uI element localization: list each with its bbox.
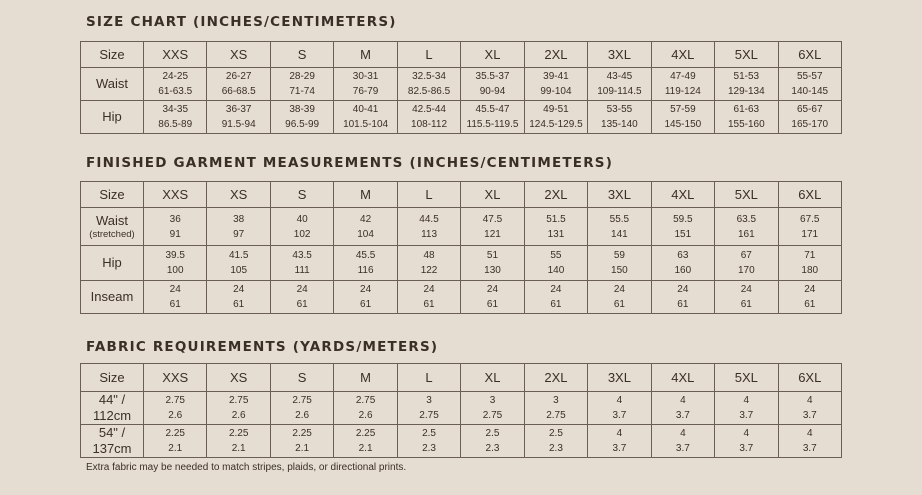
metric-value: 170 bbox=[737, 265, 755, 276]
imperial-value: 2.25 bbox=[165, 428, 185, 439]
value-cell bbox=[461, 208, 524, 246]
value-cell bbox=[144, 101, 207, 134]
metric-value: 61 bbox=[296, 299, 308, 310]
metric-value: 76-79 bbox=[352, 86, 379, 97]
imperial-value: 2.25 bbox=[292, 428, 312, 439]
size-header-xxs: XXS bbox=[144, 364, 207, 392]
value-cell bbox=[144, 392, 207, 425]
metric-value: 150 bbox=[611, 265, 628, 276]
value-cell bbox=[270, 392, 333, 425]
metric-value: 122 bbox=[420, 265, 438, 276]
metric-value: 102 bbox=[293, 228, 311, 240]
metric-value: 116 bbox=[357, 265, 374, 276]
metric-value: 121 bbox=[484, 228, 501, 240]
imperial-value: 2.5 bbox=[485, 428, 500, 439]
value-cell bbox=[397, 425, 460, 458]
metric-value: 3.7 bbox=[739, 410, 754, 421]
imperial-value: 2.25 bbox=[355, 428, 376, 439]
metric-value: 140 bbox=[547, 265, 565, 276]
value-cell bbox=[524, 68, 587, 101]
value-cell bbox=[144, 68, 207, 101]
size-header-4xl: 4XL bbox=[651, 182, 714, 208]
metric-value: 2.3 bbox=[548, 443, 563, 454]
value-cell bbox=[334, 425, 397, 458]
value-cell bbox=[524, 101, 587, 134]
value-cell bbox=[524, 392, 587, 425]
imperial-value: 59.5 bbox=[673, 213, 693, 225]
imperial-value: 30-31 bbox=[352, 71, 379, 82]
metric-value: 105 bbox=[230, 265, 248, 276]
size-header-l: L bbox=[397, 364, 460, 392]
value-cell bbox=[588, 101, 651, 134]
value-cell bbox=[588, 281, 651, 314]
value-cell bbox=[270, 281, 333, 314]
table-row bbox=[81, 425, 842, 458]
imperial-value: 24 bbox=[550, 284, 562, 295]
imperial-value: 53-55 bbox=[606, 104, 633, 115]
imperial-value: 55 bbox=[550, 250, 562, 261]
header-row bbox=[81, 182, 842, 208]
imperial-value: 24 bbox=[169, 284, 181, 295]
value-cell bbox=[397, 68, 460, 101]
metric-value: 61 bbox=[740, 299, 752, 310]
size-header-xl: XL bbox=[461, 364, 524, 392]
metric-value: 145-150 bbox=[664, 119, 702, 130]
value-cell bbox=[397, 208, 460, 246]
imperial-value: 24-25 bbox=[162, 71, 189, 82]
metric-value: 2.75 bbox=[419, 410, 439, 421]
value-cell bbox=[144, 281, 207, 314]
table-row bbox=[81, 281, 842, 314]
imperial-value: 3 bbox=[426, 395, 432, 406]
imperial-value: 34-35 bbox=[162, 104, 189, 115]
metric-value: 2.6 bbox=[231, 410, 246, 421]
imperial-value: 41.5 bbox=[228, 250, 249, 261]
size-header-6xl: 6XL bbox=[778, 364, 841, 392]
size-header-6xl: 6XL bbox=[778, 182, 841, 208]
value-cell bbox=[651, 425, 714, 458]
value-cell bbox=[461, 246, 524, 281]
header-row bbox=[81, 364, 842, 392]
metric-value: 140-145 bbox=[791, 86, 829, 97]
metric-value: 97 bbox=[233, 228, 245, 240]
metric-value: 129-134 bbox=[727, 86, 765, 97]
metric-value: 61 bbox=[423, 299, 435, 310]
row-label bbox=[81, 101, 144, 134]
size-header-5xl: 5XL bbox=[715, 182, 778, 208]
size-header-xxs: XXS bbox=[144, 42, 207, 68]
value-cell bbox=[207, 101, 270, 134]
metric-value: 61 bbox=[613, 299, 625, 310]
size-header-label: Size bbox=[81, 182, 144, 208]
imperial-value: 43.5 bbox=[292, 250, 312, 261]
metric-value: 165-170 bbox=[791, 119, 829, 130]
imperial-value: 3 bbox=[489, 395, 496, 406]
imperial-value: 55.5 bbox=[609, 213, 630, 225]
imperial-value: 4 bbox=[616, 428, 623, 439]
metric-value: 160 bbox=[674, 265, 692, 276]
size-header-l: L bbox=[397, 182, 460, 208]
value-cell bbox=[397, 246, 460, 281]
metric-value: 101.5-104 bbox=[343, 119, 389, 130]
value-cell bbox=[651, 68, 714, 101]
size-header-5xl: 5XL bbox=[715, 364, 778, 392]
metric-value: 2.3 bbox=[485, 443, 500, 454]
imperial-value: 48 bbox=[423, 250, 435, 261]
metric-value: 90-94 bbox=[479, 86, 506, 97]
header-row bbox=[81, 42, 842, 68]
value-cell bbox=[207, 208, 270, 246]
metric-value: 99-104 bbox=[540, 86, 572, 97]
value-cell bbox=[715, 101, 778, 134]
value-cell bbox=[207, 68, 270, 101]
metric-value: 119-124 bbox=[664, 86, 701, 97]
value-cell bbox=[270, 68, 333, 101]
value-cell bbox=[715, 208, 778, 246]
value-cell bbox=[334, 208, 397, 246]
imperial-value: 2.5 bbox=[548, 428, 563, 439]
metric-value: 86.5-89 bbox=[158, 119, 193, 130]
imperial-value: 39-41 bbox=[543, 71, 569, 82]
metric-value: 61 bbox=[486, 299, 499, 310]
size-header-5xl: 5XL bbox=[715, 42, 778, 68]
value-cell bbox=[461, 425, 524, 458]
imperial-value: 2.75 bbox=[292, 395, 312, 406]
size-header-xs: XS bbox=[207, 182, 270, 208]
value-cell bbox=[461, 392, 524, 425]
value-cell bbox=[651, 208, 714, 246]
value-cell bbox=[588, 392, 651, 425]
size-header-3xl: 3XL bbox=[588, 182, 651, 208]
imperial-value: 24 bbox=[613, 284, 625, 295]
imperial-value: 51-53 bbox=[733, 71, 760, 82]
metric-value: 3.7 bbox=[739, 443, 754, 454]
value-cell bbox=[397, 281, 460, 314]
metric-value: 91.5-94 bbox=[221, 119, 256, 130]
value-cell bbox=[588, 68, 651, 101]
value-cell bbox=[397, 101, 460, 134]
size-header-2xl: 2XL bbox=[524, 42, 587, 68]
value-cell bbox=[524, 281, 587, 314]
imperial-value: 61-63 bbox=[733, 104, 760, 115]
metric-value: 3.7 bbox=[802, 443, 817, 454]
value-cell bbox=[588, 208, 651, 246]
size-chart-table bbox=[80, 41, 842, 134]
value-cell bbox=[778, 392, 841, 425]
value-cell bbox=[715, 392, 778, 425]
value-cell bbox=[207, 246, 270, 281]
value-cell bbox=[270, 246, 333, 281]
row-label-text: Waist bbox=[95, 212, 129, 228]
metric-value: 135-140 bbox=[601, 119, 638, 130]
size-header-l: L bbox=[397, 42, 460, 68]
metric-value: 108-112 bbox=[411, 119, 448, 130]
imperial-value: 63 bbox=[677, 250, 689, 261]
metric-value: 3.7 bbox=[802, 410, 817, 421]
row-label-text: Hip bbox=[102, 255, 122, 270]
value-cell bbox=[270, 208, 333, 246]
imperial-value: 47-49 bbox=[670, 71, 696, 82]
imperial-value: 2.5 bbox=[422, 428, 436, 439]
metric-value: 115.5-119.5 bbox=[466, 119, 519, 130]
size-header-xl: XL bbox=[461, 42, 524, 68]
imperial-value: 36 bbox=[169, 213, 181, 225]
imperial-value: 24 bbox=[804, 284, 816, 295]
imperial-value: 38 bbox=[233, 213, 245, 225]
imperial-value: 43-45 bbox=[606, 71, 633, 82]
row-label-text: 54" / 137cm bbox=[92, 425, 132, 456]
imperial-value: 51 bbox=[486, 250, 499, 261]
row-sublabel: (stretched) bbox=[89, 228, 135, 240]
table-row bbox=[81, 392, 842, 425]
metric-value: 3.7 bbox=[675, 410, 690, 421]
imperial-value: 42.5-44 bbox=[412, 104, 446, 115]
metric-value: 130 bbox=[484, 265, 501, 276]
metric-value: 155-160 bbox=[727, 119, 765, 130]
imperial-value: 67 bbox=[740, 250, 752, 261]
size-header-2xl: 2XL bbox=[524, 182, 587, 208]
value-cell bbox=[715, 425, 778, 458]
metric-value: 104 bbox=[357, 228, 374, 240]
value-cell bbox=[270, 425, 333, 458]
metric-value: 61 bbox=[550, 299, 562, 310]
metric-value: 61-63.5 bbox=[158, 86, 193, 97]
imperial-value: 4 bbox=[806, 395, 813, 406]
value-cell bbox=[651, 392, 714, 425]
imperial-value: 24 bbox=[360, 284, 372, 295]
value-cell bbox=[651, 101, 714, 134]
imperial-value: 57-59 bbox=[670, 104, 696, 115]
imperial-value: 28-29 bbox=[289, 71, 315, 82]
imperial-value: 4 bbox=[806, 428, 813, 439]
imperial-value: 4 bbox=[680, 395, 686, 406]
value-cell bbox=[397, 392, 460, 425]
imperial-value: 35.5-37 bbox=[475, 71, 510, 82]
imperial-value: 24 bbox=[296, 284, 308, 295]
size-header-s: S bbox=[270, 42, 333, 68]
imperial-value: 44.5 bbox=[419, 213, 439, 225]
metric-value: 141 bbox=[611, 228, 628, 240]
imperial-value: 40 bbox=[296, 213, 308, 225]
metric-value: 111 bbox=[294, 265, 310, 276]
metric-value: 2.6 bbox=[295, 410, 310, 421]
metric-value: 82.5-86.5 bbox=[407, 86, 451, 97]
value-cell bbox=[588, 425, 651, 458]
imperial-value: 3 bbox=[553, 395, 559, 406]
metric-value: 61 bbox=[677, 299, 689, 310]
footnote: Extra fabric may be needed to match stripes, plaids, or directional prints. bbox=[86, 462, 407, 473]
size-header-2xl: 2XL bbox=[524, 364, 587, 392]
imperial-value: 32.5-34 bbox=[412, 71, 446, 82]
size-header-s: S bbox=[270, 182, 333, 208]
metric-value: 2.6 bbox=[168, 410, 183, 421]
value-cell bbox=[778, 281, 841, 314]
imperial-value: 24 bbox=[233, 284, 245, 295]
imperial-value: 2.75 bbox=[355, 395, 376, 406]
metric-value: 91 bbox=[169, 228, 181, 240]
size-header-4xl: 4XL bbox=[651, 364, 714, 392]
imperial-value: 63.5 bbox=[736, 213, 757, 225]
size-header-m: M bbox=[334, 182, 397, 208]
row-label bbox=[81, 68, 144, 101]
row-label bbox=[81, 246, 144, 281]
row-label bbox=[81, 425, 144, 458]
metric-value: 61 bbox=[233, 299, 245, 310]
metric-value: 151 bbox=[674, 228, 692, 240]
size-header-3xl: 3XL bbox=[588, 364, 651, 392]
value-cell bbox=[778, 425, 841, 458]
imperial-value: 24 bbox=[740, 284, 752, 295]
metric-value: 100 bbox=[166, 265, 184, 276]
value-cell bbox=[461, 101, 524, 134]
value-cell bbox=[144, 246, 207, 281]
row-label-text: Waist bbox=[95, 76, 129, 91]
value-cell bbox=[651, 246, 714, 281]
metric-value: 109-114.5 bbox=[597, 86, 642, 97]
imperial-value: 40-41 bbox=[352, 104, 379, 115]
table-row bbox=[81, 101, 842, 134]
value-cell bbox=[334, 281, 397, 314]
value-cell bbox=[778, 101, 841, 134]
value-cell bbox=[524, 208, 587, 246]
value-cell bbox=[144, 208, 207, 246]
imperial-value: 2.75 bbox=[228, 395, 249, 406]
table-row bbox=[81, 208, 842, 246]
metric-value: 2.6 bbox=[358, 410, 373, 421]
imperial-value: 65-67 bbox=[796, 104, 823, 115]
imperial-value: 71 bbox=[804, 250, 816, 261]
row-label-text: 44" / 112cm bbox=[92, 392, 132, 423]
metric-value: 2.75 bbox=[482, 410, 503, 421]
size-header-6xl: 6XL bbox=[778, 42, 841, 68]
imperial-value: 24 bbox=[486, 284, 499, 295]
metric-value: 2.1 bbox=[231, 443, 246, 454]
imperial-value: 55-57 bbox=[796, 71, 823, 82]
metric-value: 161 bbox=[737, 228, 755, 240]
imperial-value: 45.5 bbox=[355, 250, 376, 261]
size-header-4xl: 4XL bbox=[651, 42, 714, 68]
value-cell bbox=[715, 246, 778, 281]
value-cell bbox=[715, 68, 778, 101]
imperial-value: 24 bbox=[423, 284, 435, 295]
metric-value: 96.5-99 bbox=[285, 119, 320, 130]
imperial-value: 4 bbox=[743, 428, 750, 439]
imperial-value: 4 bbox=[680, 428, 686, 439]
size-header-m: M bbox=[334, 42, 397, 68]
value-cell bbox=[207, 281, 270, 314]
metric-value: 66-68.5 bbox=[221, 86, 256, 97]
metric-value: 2.75 bbox=[546, 410, 566, 421]
metric-value: 2.1 bbox=[358, 443, 373, 454]
finished-garment-title: FINISHED GARMENT MEASUREMENTS (INCHES/CENTIMETERS) bbox=[86, 155, 614, 171]
imperial-value: 45.5-47 bbox=[475, 104, 510, 115]
metric-value: 61 bbox=[804, 299, 816, 310]
row-label-text: Hip bbox=[102, 109, 122, 124]
size-header-xs: XS bbox=[207, 364, 270, 392]
value-cell bbox=[461, 68, 524, 101]
imperial-value: 39.5 bbox=[165, 250, 185, 261]
metric-value: 61 bbox=[360, 299, 372, 310]
value-cell bbox=[270, 101, 333, 134]
size-chart-title: SIZE CHART (INCHES/CENTIMETERS) bbox=[86, 14, 397, 30]
metric-value: 3.7 bbox=[675, 443, 690, 454]
table-row bbox=[81, 246, 842, 281]
row-label bbox=[81, 281, 144, 314]
metric-value: 61 bbox=[169, 299, 181, 310]
metric-value: 113 bbox=[421, 228, 438, 240]
size-header-s: S bbox=[270, 364, 333, 392]
value-cell bbox=[778, 246, 841, 281]
size-header-label: Size bbox=[81, 364, 144, 392]
value-cell bbox=[524, 246, 587, 281]
size-header-xs: XS bbox=[207, 42, 270, 68]
row-label bbox=[81, 392, 144, 425]
value-cell bbox=[334, 246, 397, 281]
metric-value: 71-74 bbox=[289, 86, 315, 97]
value-cell bbox=[207, 425, 270, 458]
imperial-value: 59 bbox=[613, 250, 625, 261]
value-cell bbox=[715, 281, 778, 314]
imperial-value: 67.5 bbox=[800, 213, 820, 225]
metric-value: 3.7 bbox=[612, 410, 627, 421]
value-cell bbox=[524, 425, 587, 458]
value-cell bbox=[651, 281, 714, 314]
value-cell bbox=[144, 425, 207, 458]
value-cell bbox=[334, 101, 397, 134]
value-cell bbox=[334, 392, 397, 425]
metric-value: 2.3 bbox=[422, 443, 436, 454]
metric-value: 131 bbox=[547, 228, 565, 240]
imperial-value: 26-27 bbox=[225, 71, 252, 82]
fabric-requirements-table bbox=[80, 363, 842, 458]
imperial-value: 51.5 bbox=[546, 213, 566, 225]
metric-value: 171 bbox=[801, 228, 819, 240]
imperial-value: 36-37 bbox=[225, 104, 252, 115]
size-header-xl: XL bbox=[461, 182, 524, 208]
size-header-3xl: 3XL bbox=[588, 42, 651, 68]
value-cell bbox=[778, 68, 841, 101]
row-label-text: Inseam bbox=[90, 289, 134, 304]
metric-value: 3.7 bbox=[612, 443, 627, 454]
size-header-m: M bbox=[334, 364, 397, 392]
value-cell bbox=[461, 281, 524, 314]
metric-value: 2.1 bbox=[295, 443, 310, 454]
metric-value: 124.5-129.5 bbox=[529, 119, 583, 130]
imperial-value: 38-39 bbox=[289, 104, 315, 115]
value-cell bbox=[207, 392, 270, 425]
metric-value: 2.1 bbox=[168, 443, 183, 454]
row-label bbox=[81, 208, 144, 246]
imperial-value: 2.75 bbox=[165, 395, 185, 406]
imperial-value: 4 bbox=[743, 395, 750, 406]
imperial-value: 4 bbox=[616, 395, 623, 406]
fabric-requirements-title: FABRIC REQUIREMENTS (YARDS/METERS) bbox=[86, 339, 439, 355]
table-row bbox=[81, 68, 842, 101]
value-cell bbox=[778, 208, 841, 246]
metric-value: 180 bbox=[801, 265, 819, 276]
imperial-value: 24 bbox=[677, 284, 689, 295]
imperial-value: 42 bbox=[360, 213, 372, 225]
value-cell bbox=[334, 68, 397, 101]
value-cell bbox=[588, 246, 651, 281]
imperial-value: 2.25 bbox=[228, 428, 249, 439]
imperial-value: 47.5 bbox=[482, 213, 503, 225]
size-header-xxs: XXS bbox=[144, 182, 207, 208]
finished-garment-table bbox=[80, 181, 842, 314]
size-header-label: Size bbox=[81, 42, 144, 68]
imperial-value: 49-51 bbox=[543, 104, 569, 115]
